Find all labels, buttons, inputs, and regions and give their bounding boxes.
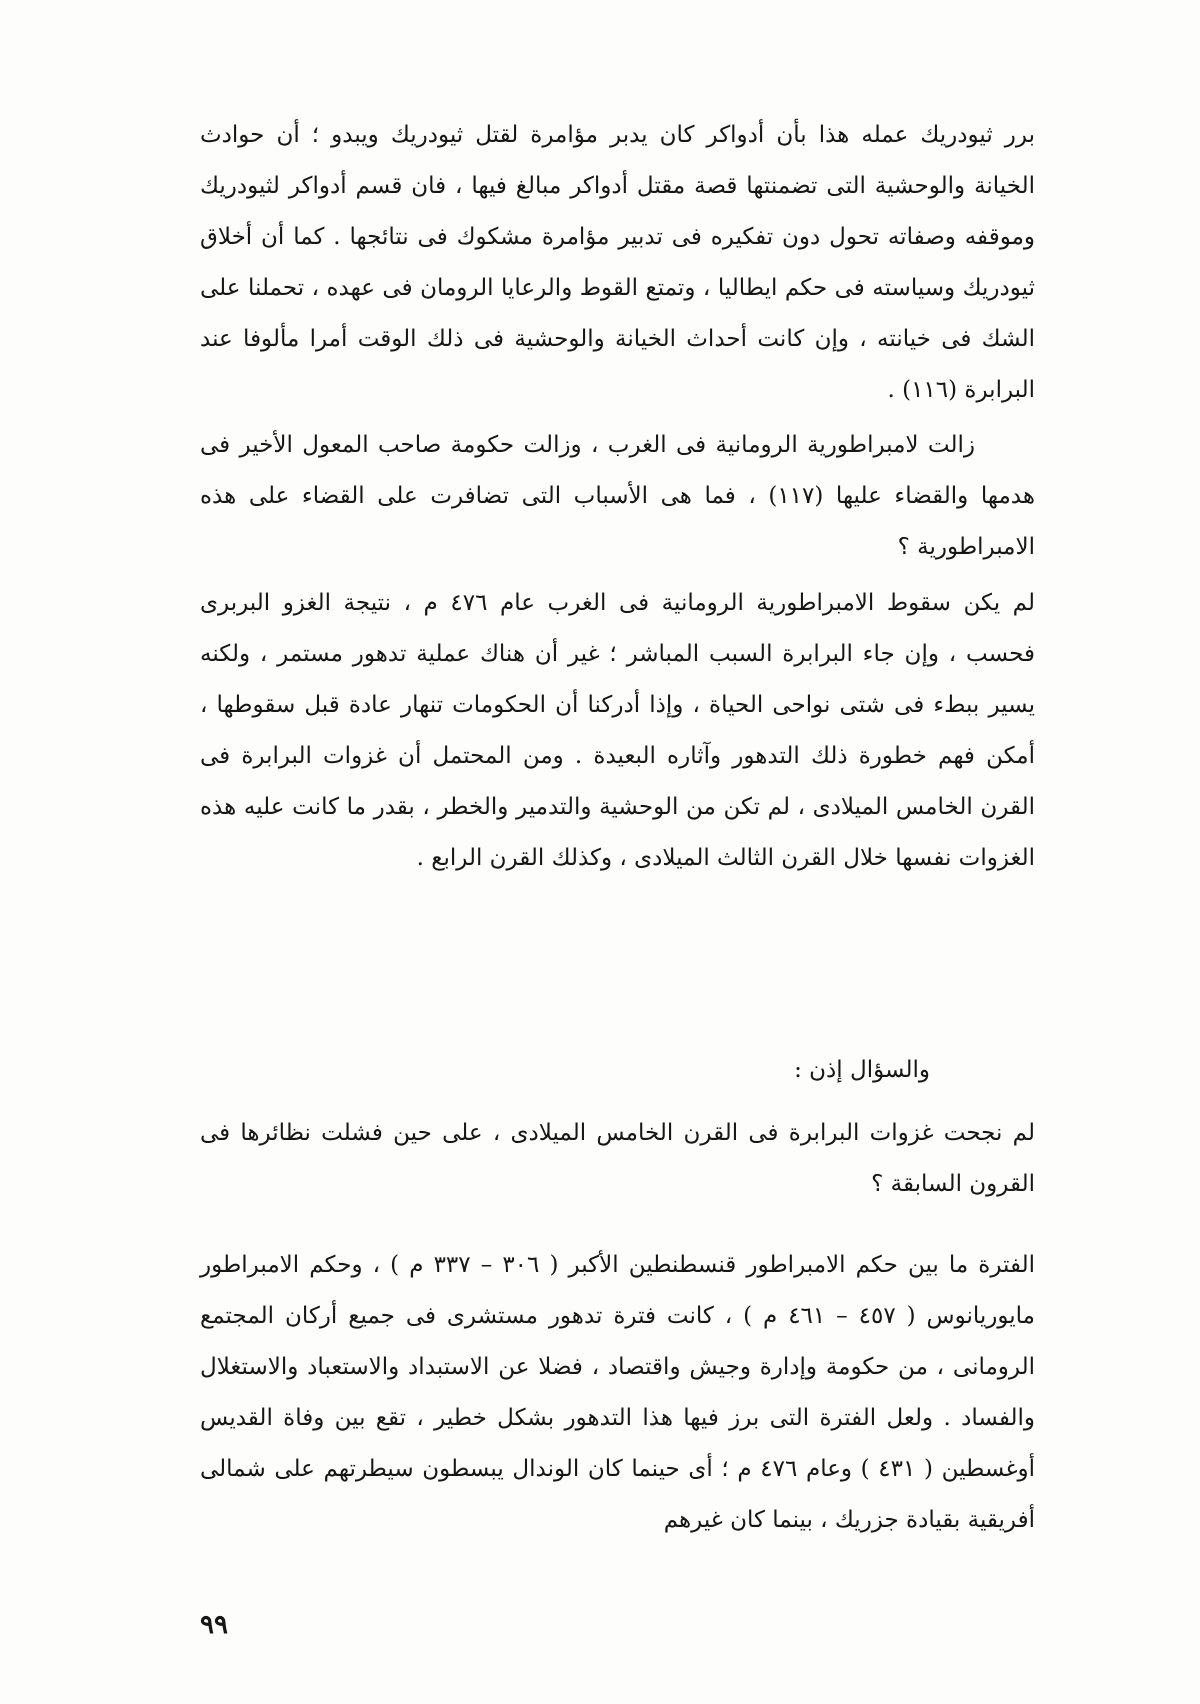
paragraph-1-block xyxy=(200,110,1035,416)
paragraph-2-block xyxy=(200,420,1035,573)
paragraph-1: برر ثيودريك عمله هذا بأن أدواكر كان يدبر مؤامرة لقتل ثيودريك ويبدو ؛ أن حوادث الخيانة والوحشية التى تضمنتها قصة مقتل أدواكر مبالغ فيها ، فان قسم أدواكر لثيودريك وموقفه وصفاته تحول دون تفكيره فى تدبير مؤامرة مشكوك فى نتائجها . كما أن أخلاق ثيودريك وسياسته فى حكم ايطاليا ، وتمتع القوط والرعايا الرومان فى عهده ، تحملنا على الشك فى خيانته ، وإن كانت أحداث الخيانة والوحشية فى ذلك الوقت أمرا مألوفا عند البرابرة (١١٦) . xyxy=(200,122,1035,403)
paragraph-2: زالت لامبراطورية الرومانية فى الغرب ، وزالت حكومة صاحب المعول الأخير فى هدمها والقضاء عليها (١١٧) ، فما هى الأسباب التى تضافرت على القضاء على هذه الامبراطورية ؟ xyxy=(200,432,1035,560)
paragraph-5: الفترة ما بين حكم الامبراطور قنسطنطين الأكبر ( ٣٠٦ – ٣٣٧ م ) ، وحكم الامبراطور مايوريانوس ( ٤٥٧ – ٤٦١ م ) ، كانت فترة تدهور مستشرى فى جميع أركان المجتمع الرومانى ، من حكومة وإدارة وجيش واقتصاد ، فضلا عن الاستبداد والاستعباد والاستغلال والفساد . ولعل الفترة التى برز فيها هذا التدهور بشكل خطير ، تقع بين وفاة القديس أوغسطين ( ٤٣١ ) وعام ٤٧٦ م ؛ أى حينما كان الوندال يبسطون سيطرتهم على شمالى أفريقية بقيادة جزريك ، بينما كان غيرهم xyxy=(200,1252,1036,1533)
paragraph-4-block xyxy=(200,1108,1035,1210)
paragraph-5-block xyxy=(200,1240,1035,1546)
paragraph-3: لم يكن سقوط الامبراطورية الرومانية فى الغرب عام ٤٧٦ م ، نتيجة الغزو البربرى فحسب ، وإن جاء البرابرة السبب المباشر ؛ غير أن هناك عملية تدهور مستمر ، ولكنه يسير ببطء فى شتى نواحى الحياة ، وإذا أدركنا أن الحكومات تنهار عادة قبل سقوطها ، أمكن فهم خطورة ذلك التدهور وآثاره البعيدة . ومن المحتمل أن غزوات البرابرة فى القرن الخامس الميلادى ، لم تكن من الوحشية والتدمير والخطر ، بقدر ما كانت عليه هذه الغزوات نفسها خلال القرن الثالث الميلادى ، وكذلك القرن الرابع . xyxy=(200,590,1035,871)
page-number: ٩٩ xyxy=(200,1610,228,1640)
paragraph-3-block xyxy=(200,578,1035,884)
question-label: والسؤال إذن : xyxy=(794,1057,930,1083)
paragraph-4: لم نجحت غزوات البرابرة فى القرن الخامس الميلادى ، على حين فشلت نظائرها فى القرون السابقة ؟ xyxy=(200,1120,1035,1197)
